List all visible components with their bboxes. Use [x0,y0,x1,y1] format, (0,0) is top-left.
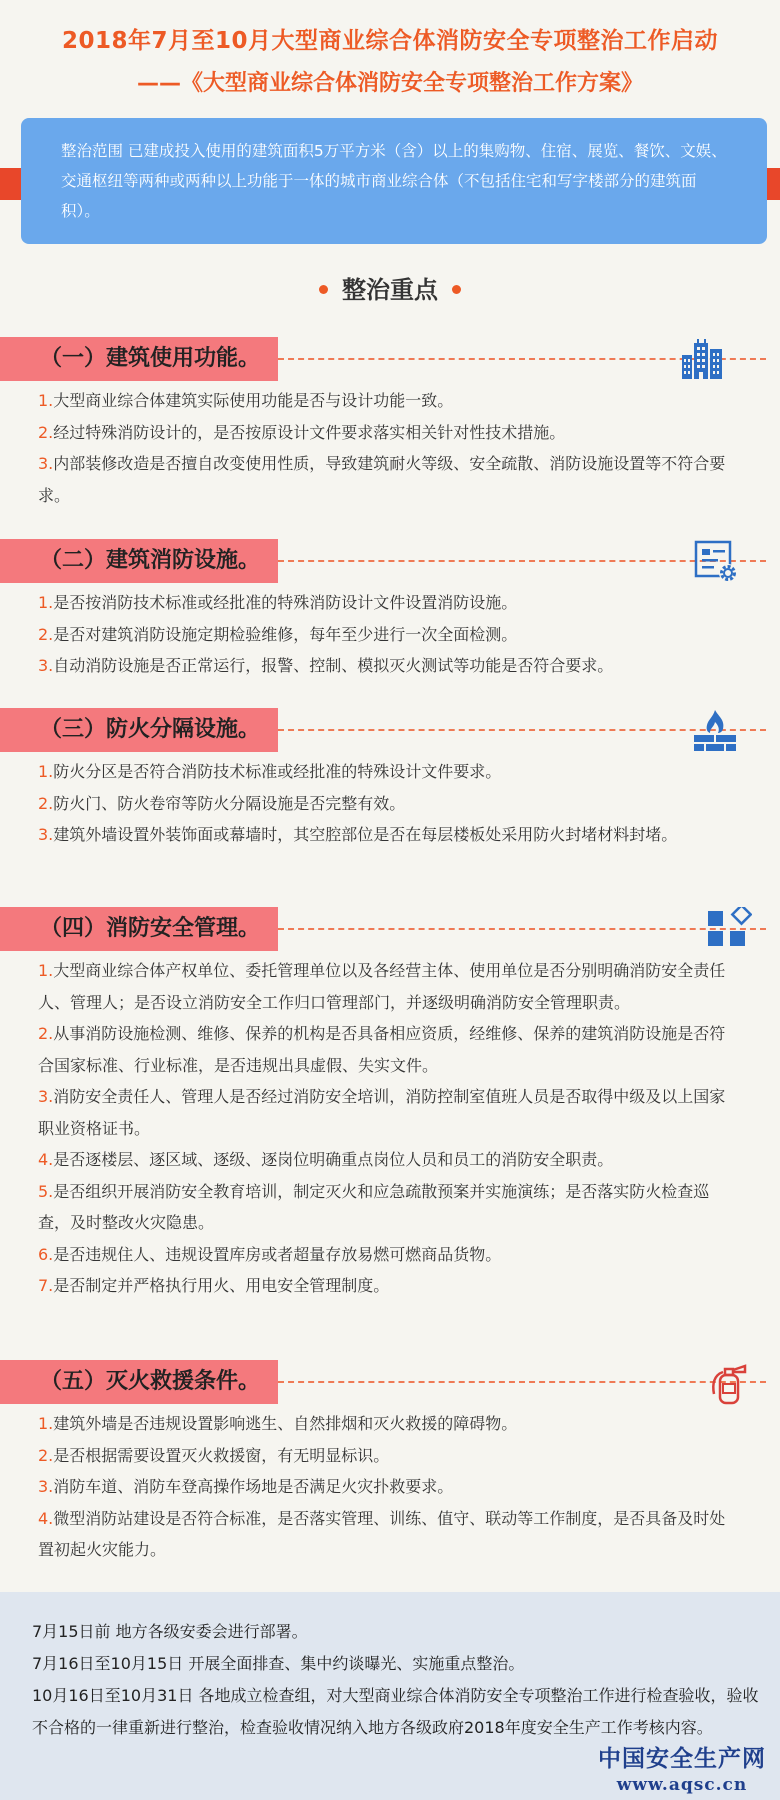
section-label: （三）防火分隔设施。 [0,708,278,752]
timeline-list [0,1592,780,1744]
item-list [0,587,780,682]
focus-heading [0,270,780,305]
list-item: 3.自动消防设施是否正常运行，报警、控制、模拟灭火测试等功能是否符合要求。 [38,656,614,675]
item-list [0,756,780,851]
list-item: 4.微型消防站建设是否符合标准，是否落实管理、训练、值守、联动等工作制度，是否具备及时处置初起火灾能力。 [38,1508,726,1559]
list-item: 1.建筑外墙是否违规设置影响逃生、自然排烟和灭火救援的障碍物。 [38,1414,518,1433]
list-item: 2.从事消防设施检测、维修、保养的机构是否具备相应资质，经维修、保养的建筑消防设施是否符合国家标准、行业标准，是否违规出具虚假、失实文件。 [38,1024,726,1075]
section-2 [0,539,780,682]
section-header [0,907,780,953]
list-item: 2.是否对建筑消防设施定期检验维修，每年至少进行一次全面检测。 [38,624,518,644]
list-item: 7.是否制定并严格执行用火、用电安全管理制度。 [38,1276,390,1295]
list-item: 6.是否违规住人、违规设置库房或者超量存放易燃可燃商品货物。 [38,1244,502,1264]
item-list [0,955,780,1302]
list-item: 1.大型商业综合体产权单位、委托管理单位以及各经营主体、使用单位是否分别明确消防安全责任人、管理人；是否设立消防安全工作归口管理部门，并逐级明确消防安全管理职责。 [38,961,726,1012]
timeline-item: 10月16日至10月31日 各地成立检查组，对大型商业综合体消防安全专项整治工作进行检查验收，验收不合格的一律重新进行整治，检查验收情况纳入地方各级政府2018年度安全生产工作考核内容。 [32,1686,759,1737]
list-item: 3.消防车道、消防车登高操作场地是否满足火灾扑救要求。 [38,1477,454,1496]
section-divider [278,928,766,930]
scope-panel [0,118,780,244]
section-1 [0,337,780,511]
section-header [0,539,780,585]
scope-text: 整治范围 已建成投入使用的建筑面积5万平方米（含）以上的集购物、住宿、展览、餐饮、文娱、交通枢纽等两种或两种以上功能于一体的城市商业综合体（不包括住宅和写字楼部分的建筑面积）。 [21,118,767,244]
page-subtitle: ——《大型商业综合体消防安全专项整治工作方案》 [136,71,643,96]
list-item: 1.大型商业综合体建筑实际使用功能是否与设计功能一致。 [38,391,454,410]
list-item: 2.防火门、防火卷帘等防火分隔设施是否完整有效。 [38,793,406,813]
section-label: （四）消防安全管理。 [0,907,278,951]
timeline-item: 7月16日至10月15日 开展全面排查、集中约谈曝光、实施重点整治。 [32,1654,525,1673]
item-list [0,1408,780,1566]
section-header [0,708,780,754]
section-divider [278,1381,766,1383]
site-url: www.aqsc.cn [616,1775,748,1795]
item-list [0,385,780,511]
list-item: 3.消防安全责任人、管理人是否经过消防安全培训，消防控制室值班人员是否取得中级及以上国家职业资格证书。 [38,1087,726,1138]
list-item: 1.防火分区是否符合消防技术标准或经批准的特殊设计文件要求。 [38,762,502,781]
modules-icon [706,907,752,953]
fire-extinguisher-icon [708,1360,754,1406]
section-label: （一）建筑使用功能。 [0,337,278,381]
bullet-dot-left [319,285,328,294]
building-icon [680,337,726,383]
site-watermark [598,1740,766,1795]
site-name: 中国安全生产网 [598,1745,766,1772]
section-label: （二）建筑消防设施。 [0,539,278,583]
section-divider [278,560,766,562]
section-label: （五）灭火救援条件。 [0,1360,278,1404]
list-item: 3.内部装修改造是否擅自改变使用性质，导致建筑耐火等级、安全疏散、消防设施设置等不符合要求。 [38,454,726,505]
list-item: 2.经过特殊消防设计的，是否按原设计文件要求落实相关针对性技术措施。 [38,422,566,442]
page-title: 2018年7月至10月大型商业综合体消防安全专项整治工作启动 [61,28,719,54]
bullet-dot-right [452,285,461,294]
section-header [0,1360,780,1406]
list-item: 5.是否组织开展消防安全教育培训，制定灭火和应急疏散预案并实施演练；是否落实防火检查巡查，及时整改火灾隐患。 [38,1181,710,1232]
focus-heading-text: 整治重点 [342,276,438,304]
fire-wall-icon [692,708,738,754]
list-item: 3.建筑外墙设置外装饰面或幕墙时，其空腔部位是否在每层楼板处采用防火封堵材料封堵。 [38,825,678,844]
section-4 [0,907,780,1302]
list-item: 1.是否按消防技术标准或经批准的特殊消防设计文件设置消防设施。 [38,593,518,612]
timeline-item: 7月15日前 地方各级安委会进行部署。 [32,1622,308,1641]
section-header [0,337,780,383]
list-item: 4.是否逐楼层、逐区域、逐级、逐岗位明确重点岗位人员和员工的消防安全职责。 [38,1150,614,1169]
list-item: 2.是否根据需要设置灭火救援窗，有无明显标识。 [38,1445,390,1465]
document-gear-icon [694,539,740,585]
section-5 [0,1360,780,1566]
section-3 [0,708,780,851]
